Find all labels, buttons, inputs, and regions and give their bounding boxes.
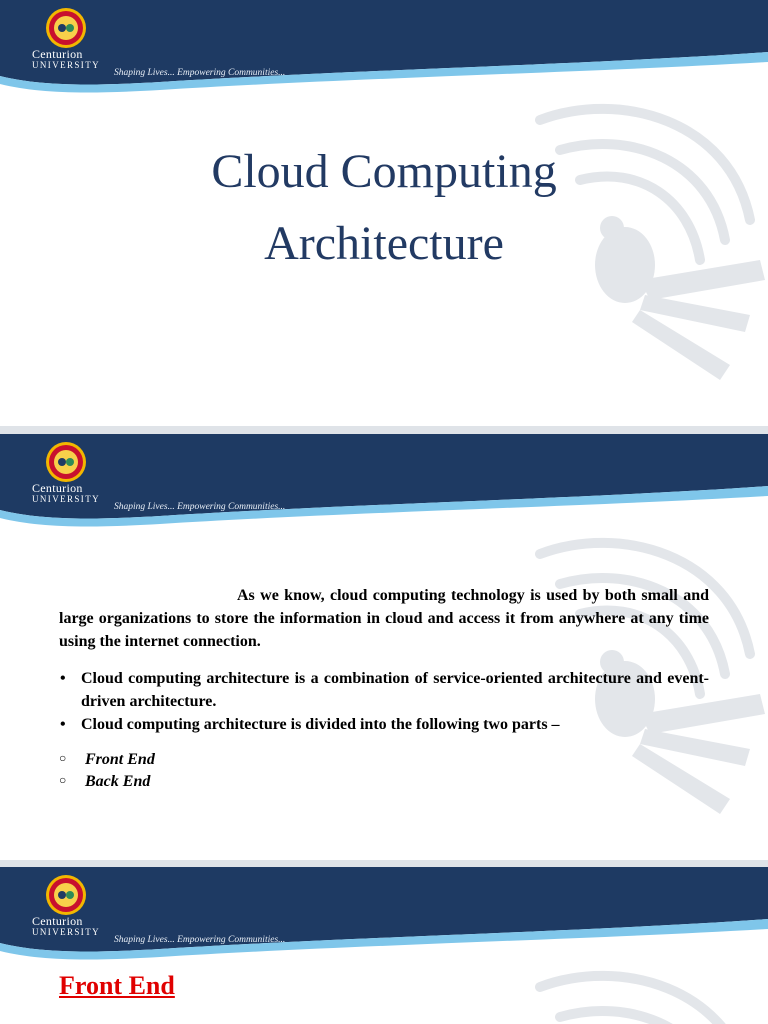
title-line-1: Cloud Computing <box>211 145 557 198</box>
list-item <box>60 713 709 736</box>
sub-item-text: Back End <box>85 773 151 790</box>
brand-name: Centurion <box>32 914 83 928</box>
bullet-icon: • <box>60 716 66 733</box>
brand-subname: UNIVERSITY <box>32 494 100 504</box>
circle-bullet-icon: ○ <box>59 751 67 765</box>
list-item <box>59 749 709 771</box>
tagline: Shaping Lives... Empowering Communities... <box>114 68 286 78</box>
list-item <box>60 667 709 713</box>
peacock-watermark-icon <box>500 967 768 1024</box>
brand-name: Centurion <box>32 481 83 495</box>
slide-2 <box>0 434 768 860</box>
header-banner <box>0 867 768 967</box>
section-heading: Front End <box>59 971 175 1000</box>
bullet-list <box>59 667 709 736</box>
list-item <box>59 771 709 793</box>
slide-body <box>59 584 709 793</box>
slide-3 <box>0 867 768 1024</box>
slide-1 <box>0 0 768 426</box>
tagline: Shaping Lives... Empowering Communities... <box>114 502 286 512</box>
brand-wordmark <box>32 482 100 504</box>
circle-bullet-icon: ○ <box>59 773 67 787</box>
tagline: Shaping Lives... Empowering Communities... <box>114 935 286 945</box>
brand-name: Centurion <box>32 47 83 61</box>
bullet-text: Cloud computing architecture is a combination of service-oriented architecture and event-driven architecture. <box>81 670 709 710</box>
bullet-text: Cloud computing architecture is divided into the following two parts – <box>81 716 560 733</box>
header-banner <box>0 0 768 100</box>
bullet-icon: • <box>60 670 66 687</box>
brand-wordmark <box>32 48 100 70</box>
sub-list <box>59 749 709 793</box>
brand-subname: UNIVERSITY <box>32 60 100 70</box>
intro-paragraph: As we know, cloud computing technology is used by both small and large organizations to store the information in cloud and access it from anywhere at any time using the internet connection. <box>59 587 709 650</box>
header-banner <box>0 434 768 534</box>
slide-title <box>0 136 768 280</box>
brand-subname: UNIVERSITY <box>32 927 100 937</box>
title-line-2: Architecture <box>264 217 504 270</box>
brand-wordmark <box>32 915 100 937</box>
sub-item-text: Front End <box>85 751 155 768</box>
